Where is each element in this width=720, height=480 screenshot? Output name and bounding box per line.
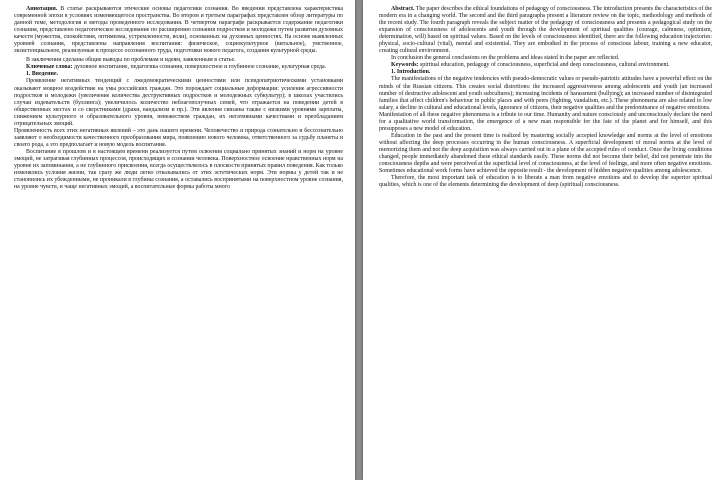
body-paragraph: Воспитание в прошлом и в настоящем времени реализуется путем освоения социально принятых знаний и норм на уровне эмоций, не затрагивая глубинных процессов, происходящих в сознании человека. Поверхностное освоение нравственных норм на уровне их запоминания, а не глубинного присвоения, всегда осуществлялось в плоскости принятых правил поведения. Как только изменялись условия жизни, так сразу же люди легко отказывались от этих эстетических норм. Эти нормы у детей так и не становились их убежденными, не проникали в глубины сознания, а оставались воспринятыми на поверхностном уровне сознания, на уровне чувств, и чаще негативных эмоций, а воспитательные формы работы много <box>14 148 343 191</box>
body-paragraph: Проявление негативных тенденций с лжедемократическими ценностями или псевдопатриотическими установками оказывают мощное воздействие на умы российских граждан. Это порождает социальные деформации: усиление агрессивности подростков и молодежи (увеличение количества деструктивных подростков и молодежных субкультур); в школах участились случаи издевательств (буллинга); увеличилось количество неблагополучных семей, что отражается на поведении детей в общественных местах и со сверстниками (драки, вандализм и пр.). Эти явления связаны также с низкими уровнями зарплаты, снижением культурного и образовательного уровня, невежеством граждан, их негативными качествами и преобладанием отрицательных эмоций. <box>14 78 343 127</box>
abstract-text: В статье раскрываются этические основы педагогики сознания. Во введении представлена характеристика современной эпохи в условиях изменяющегося пространства. Во втором и третьем параграфах представлен обзор литературы по данной теме, методология и методы проведенного исследования. В четвертом параграфе раскрывается содержание педагогики сознания, представлено педагогическое исследование по расширению сознания подростков и молодежи путем развития духовных качеств (мужества, спокойствия, оптимизма, устремленности, воли), основанных на духовных ценностях. На основе выявленных уровней сознания, представлены направления воспитания: физическое, социокультурное (витальное), умственное, экзистенциальное, реализуемые в процессе осознанного труда, подготовки нового педагога, создания культурной среды. <box>14 6 343 55</box>
conclusion-paragraph: В заключении сделаны общие выводы по проблемам и идеям, заявленным в статье. <box>26 57 236 64</box>
keywords-paragraph <box>379 62 712 69</box>
abstract-paragraph <box>14 6 343 55</box>
keywords-text: духовное воспитание, педагогика сознания, поверхностное и глубинное сознание, культурная среда. <box>72 64 327 71</box>
document-page-russian <box>0 0 355 480</box>
body-paragraph: Manifestation of all these negative phenomena is a tribute to our time. Humanity and nature consciously and unconsciously declare the need for a qualitative world transformation, the emergence of a new man responsible for the fate of the planet and for himself, and this presupposes a new model of education. <box>379 111 712 132</box>
body-paragraph: Проявленность всех этих негативных явлений – это дань нашего времени. Человечество и природа сознательно и бессознательно заявляют о необходимости качественного преобразования мира, появлению нового человека, ответственного за судьбу планеты и своего рода, а это предполагает и новую модель воспитания. <box>14 127 343 148</box>
body-paragraph: Therefore, the most important task of education is to liberate a man from negative emotions and to develop the superior spiritual qualities, which is one of the elements determining the development of deep (spiritual) consciousness. <box>379 175 712 189</box>
body-paragraph: The manifestations of the negative tendencies with pseudo-democratic values or pseudo-patriotic attitudes have a powerful effect on the minds of the Russian citizens. This creates social distortions: the increased aggressiveness among adolescents and youth (an increased number of destructive adolescent and youth subcultures); increasing incidents of harassment (bullying); an increased number of disintegrated families that affect children's behaviour in public places and with peers (fighting, vandalism, etc.). These phenomena are also related to low salary, a decline in cultural and educational levels, ignorance of citizens, their negative qualities and the predominance of negative emotions. <box>379 76 712 111</box>
abstract-label: Abstract. <box>391 6 415 12</box>
document-page-english <box>363 0 720 480</box>
conclusion-paragraph: In conclusion the general conclusions on the problems and ideas stated in the paper are reflected. <box>391 55 620 62</box>
keywords-label: Keywords: <box>391 62 419 69</box>
body-paragraph: Education in the past and the present time is realized by mastering socially accepted knowledge and norms at the level of emotions without affecting the deep processes occurring in the human consciousness. A superficial development of moral norms at the level of memorizing them and not the deep acquisition was always carried out in a plane of the accepted rules of conduct. Once the living conditions changed, people immediately abandoned these ethical standards easily. These norms did not become their belief, did not penetrate into the consciousness depths and were perceived at the superficial level of consciousness, at the level of feelings, and more often negative emotions. Sometimes educational work forms have achieved the opposite result - the development of hidden negative qualities among adolescence. <box>379 132 712 175</box>
abstract-label: Аннотация. <box>26 6 58 12</box>
keywords-text: spiritual education, pedagogy of consciousness, superficial and deep consciousness, cultural environment. <box>418 62 670 69</box>
section-heading: 1. Introduction. <box>391 69 431 76</box>
abstract-paragraph <box>379 6 712 55</box>
section-heading: 1. Введение. <box>26 71 59 78</box>
keywords-label: Ключевые слова: <box>26 64 73 71</box>
keywords-paragraph <box>14 64 343 71</box>
abstract-text: The paper describes the ethical foundations of pedagogy of consciousness. The introduction presents the characteristics of the modern era in a changing world. The second and the third paragraphs present a literature review on the topic, methodology and methods of the recent study. The fourth paragraph reveals the subject matter of the pedagogy of consciousness and presents a pedagogical study on the expansion of consciousness of adolescents and youth through the development of spiritual qualities (courage, calmness, optimism, determination, will) based on spiritual values. Based on the levels of consciousness identified, there are the following education trajectories: physical, socio-cultural (vital), mental and existential. They are embodied in the process of conscious labour, training a new educator, creating cultural environment. <box>379 6 712 55</box>
